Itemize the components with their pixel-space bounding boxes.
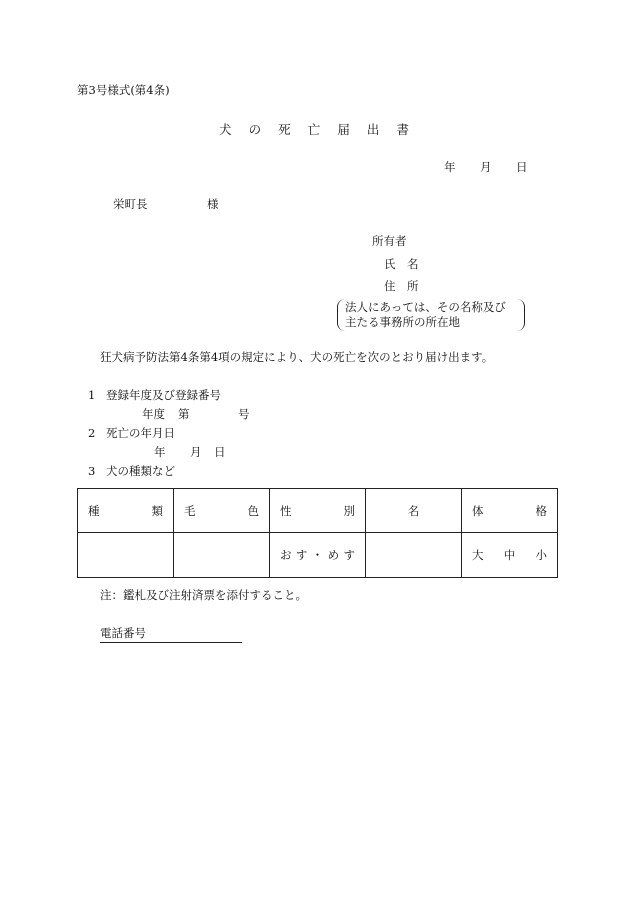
sex-options-cell[interactable] [270, 533, 366, 578]
table-header-row [78, 489, 558, 533]
item3-number: 3 [88, 464, 96, 478]
addressee-name: 栄町長 [113, 197, 148, 211]
item2-number: 2 [88, 426, 96, 440]
header-char: 種 [88, 503, 100, 518]
title-char: 届 [337, 122, 350, 137]
title-char: 死 [278, 122, 291, 137]
item2-day-unit: 日 [214, 445, 226, 459]
size-option-large: 大 [472, 548, 484, 562]
table-input-row [78, 533, 558, 578]
header-char: 色 [247, 503, 259, 518]
coat-color-cell[interactable] [174, 533, 270, 578]
dog-info-table [77, 488, 558, 578]
header-char: 毛 [184, 503, 196, 518]
sex-option-char: す [343, 548, 355, 562]
item1-year-unit: 年度 [142, 407, 165, 421]
owner-name-label: 氏 名 [384, 257, 419, 271]
title-char: 出 [366, 122, 380, 137]
item1-number: 1 [88, 388, 96, 402]
title-char: の [248, 122, 262, 137]
document-title [219, 124, 409, 137]
item1-label: 登録年度及び登録番号 [106, 388, 221, 402]
owner-address-label: 住 所 [384, 279, 419, 293]
sex-option-char: す [295, 548, 308, 562]
item2-month-unit: 月 [190, 445, 202, 459]
title-char: 犬 [219, 122, 232, 137]
header-coat-color [174, 489, 270, 533]
header-sex [270, 489, 366, 533]
item2-year-unit: 年 [154, 445, 166, 459]
header-char: 類 [151, 503, 163, 518]
header-char: 性 [280, 503, 292, 518]
corporate-note-line1: 法人にあっては、その名称及び [345, 300, 506, 314]
header-char: 格 [535, 503, 547, 518]
header-char: 体 [472, 503, 484, 518]
corporate-note-line2: 主たる事務所の所在地 [345, 315, 460, 329]
date-month-unit: 月 [480, 160, 492, 174]
header-body-size [462, 489, 558, 533]
item1-go: 号 [238, 407, 250, 421]
attachment-note: 注：鑑札及び注射済票を添付すること。 [100, 588, 307, 602]
title-char: 亡 [307, 122, 321, 137]
item1-dai: 第 [178, 407, 190, 421]
form-number: 第3号様式(第4条) [77, 83, 170, 97]
date-year-unit: 年 [444, 160, 456, 174]
date-day-unit: 日 [516, 160, 528, 174]
body-size-options-cell[interactable] [462, 533, 558, 578]
header-breed [78, 489, 174, 533]
owner-label: 所有者 [372, 234, 407, 248]
item3-label: 犬の種類など [106, 464, 175, 478]
size-option-small: 小 [535, 548, 547, 562]
corporate-note-bracket [337, 299, 525, 331]
item2-label: 死亡の年月日 [106, 426, 175, 440]
addressee-honorific: 様 [207, 197, 219, 211]
sex-option-char: ・ [311, 548, 324, 562]
title-char: 書 [396, 122, 409, 137]
phone-number-label: 電話番号 [100, 626, 146, 640]
statement-text: 狂犬病予防法第4条第4項の規定により、犬の死亡を次のとおり届け出ます。 [100, 350, 494, 364]
header-char: 別 [343, 503, 355, 518]
header-char: 名 [407, 503, 420, 518]
sex-option-char: お [280, 548, 292, 562]
sex-option-char: め [327, 548, 340, 562]
phone-number-field[interactable] [100, 628, 242, 643]
size-option-medium: 中 [503, 548, 516, 562]
breed-cell[interactable] [78, 533, 174, 578]
header-dog-name [366, 489, 462, 533]
dog-name-cell[interactable] [366, 533, 462, 578]
